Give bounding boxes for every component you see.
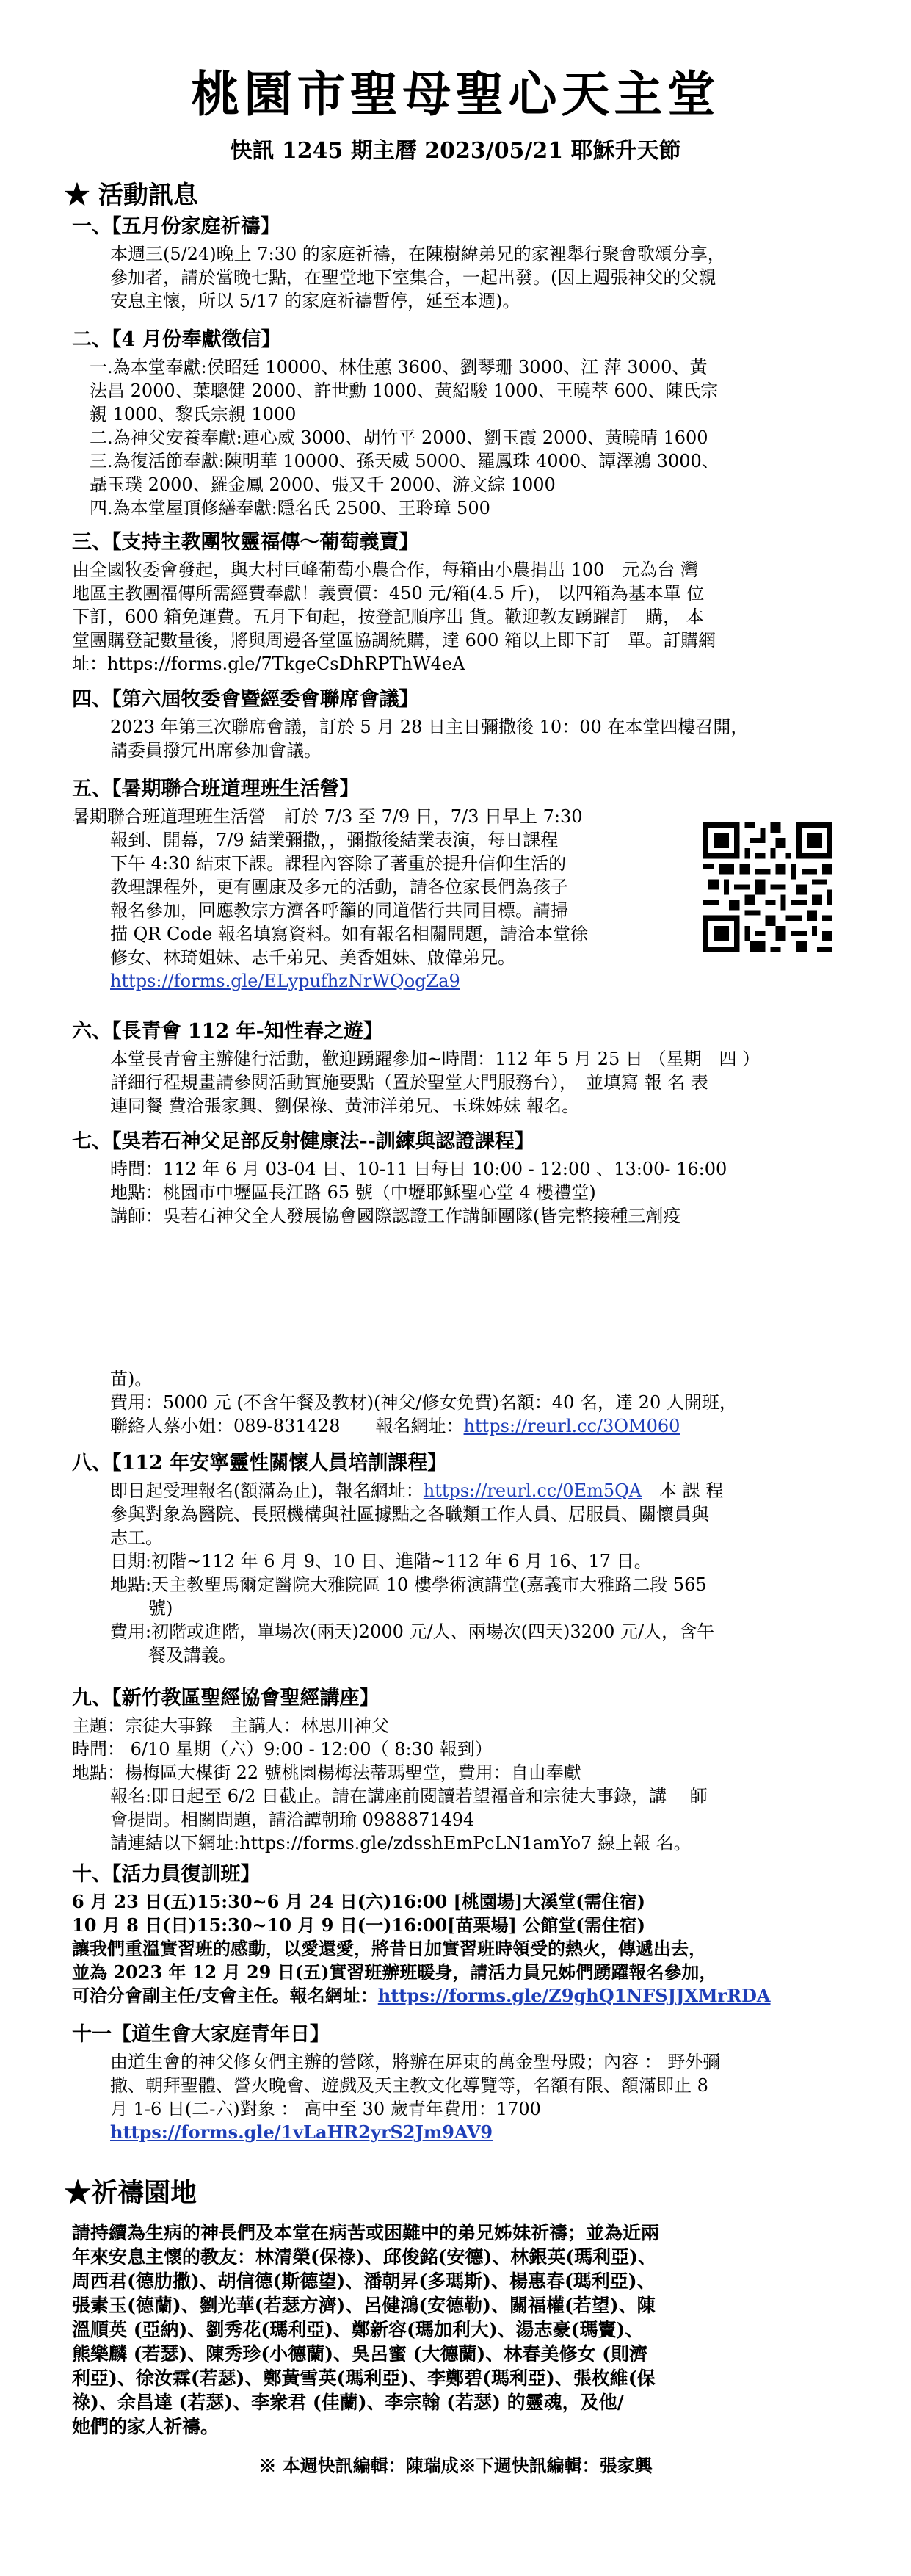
text-line: 連同餐 費洽張家興、劉保祿、黃沛洋弟兄、玉珠姊妹 報名。 [110, 1096, 580, 1116]
summer-camp-form-link[interactable]: https://forms.gle/ELypufhzNrWQogZa9 [110, 971, 460, 991]
text-line: 周西君(德肋撒)、胡信德(斯德望)、潘朝昇(多瑪斯)、楊惠春(瑪利亞)、 [72, 2271, 656, 2292]
text-line: 請持續為生病的神長們及本堂在病苦或困難中的弟兄姊妹祈禱；並為近兩 [72, 2222, 660, 2243]
text-line: 報名參加，回應教宗方濟各呼籲的同道偕行共同目標。請掃 [110, 900, 568, 921]
section-prayer-corner [72, 2221, 850, 2439]
section-title: 三、【支持主教團牧靈福傳～葡萄義賣】 [72, 531, 419, 554]
text-line: 本堂長青會主辦健行活動，歡迎踴躍參加~時間：112 年 5 月 25 日 （星期 四 ） [110, 1049, 761, 1069]
section-bible-lecture [72, 1686, 850, 1855]
section-vitality-retraining [72, 1862, 850, 2008]
text-line: 讓我們重溫實習班的感動，以愛還愛，將昔日加實習班時領受的熱火，傳遞出去， [72, 1938, 706, 1959]
section-foot-reflexology-cont [72, 1367, 850, 1438]
section-family-prayer [72, 214, 850, 313]
text-line: 溫順英 (亞納)、劉秀花(瑪利亞)、鄭新容(瑪加利大)、湯志豪(瑪竇)、 [72, 2319, 644, 2340]
text-line: 請委員撥冗出席參加會議。 [110, 740, 322, 761]
text-line: 2023 年第三次聯席會議，訂於 5 月 28 日主日彌撒後 10：00 在本堂四樓召開， [110, 717, 749, 737]
section-youth-day [72, 2022, 850, 2144]
text-line: 並為 2023 年 12 月 29 日(五)實習班辦班暖身，請活力員兄姊們踴躍報名參加， [72, 1961, 717, 1983]
text-line: 本 課 程 [642, 1480, 724, 1501]
text-line: 由全國牧委會發起，與大村巨峰葡萄小農合作，每箱由小農捐出 100 元為台 灣 [72, 560, 699, 580]
text-line: 10 月 8 日(日)15:30~10 月 9 日(一)16:00[苗栗場] 公館堂(需住宿) [72, 1914, 645, 1936]
section-donations [72, 328, 850, 520]
text-line: 地點：楊梅區大楳街 22 號桃園楊梅法蒂瑪聖堂，費用：自由奉獻 [72, 1762, 581, 1783]
text-line: 下午 4:30 結束下課。課程內容除了著重於提升信仰生活的 [110, 853, 567, 874]
text-line: 聶玉璞 2000、羅金鳳 2000、張又千 2000、游文綜 1000 [90, 474, 556, 495]
text-line: 志工。 [110, 1527, 163, 1548]
section-hospice-training [72, 1451, 850, 1667]
text-line: 報到、開幕，7/9 結業彌撒，，彌撒後結業表演，每日課程 [110, 830, 559, 850]
section-title: 八、【112 年安寧靈性關懷人員培訓課程】 [72, 1452, 448, 1475]
text-line: 日期:初階~112 年 6 月 9、10 日、進階~112 年 6 月 16、17 日。 [110, 1551, 652, 1571]
text-line: 法昌 2000、葉聰健 2000、許世勳 1000、黃紹駿 1000、王曉萃 600、陳氏宗 [90, 380, 719, 401]
page-title: 桃園市聖母聖心天主堂 [191, 65, 720, 123]
text-line: 時間：112 年 6 月 03-04 日、10-11 日每日 10:00 - 12:00 、13:00- 16:00 [110, 1159, 727, 1179]
issue-subtitle: 快訊 1245 期主曆 2023/05/21 耶穌升天節 [230, 138, 681, 164]
text-line: 費用:初階或進階，單場次(兩天)2000 元/人、兩場次(四天)3200 元/人，含午 [110, 1621, 715, 1642]
text-line: 苗)。 [110, 1369, 153, 1389]
text-line: 參與對象為醫院、長照機構與社區據點之各職類工作人員、居服員、關懷員與 [110, 1504, 709, 1524]
text-line: 由道生會的神父修女們主辦的營隊，將辦在屏東的萬金聖母殿；內容 ： 野外彌 [110, 2052, 721, 2072]
prayer-corner-heading: ★祈禱園地 [65, 2177, 197, 2208]
text-line: 本週三(5/24)晚上 7:30 的家庭祈禱，在陳樹緯弟兄的家裡舉行聚會歌頌分享， [110, 244, 725, 264]
text-line: 地點:天主教聖馬爾定醫院大雅院區 10 樓學術演講堂(嘉義市大雅路二段 565 [110, 1574, 707, 1595]
text-line: 安息主懷，所以 5/17 的家庭祈禱暫停，延至本週)。 [110, 291, 520, 311]
text-line: 講師：吳若石神父全人發展協會國際認證工作講師團隊(皆完整接種三劑疫 [110, 1206, 681, 1226]
text-line: 即日起受理報名(額滿為止)，報名網址： [110, 1480, 424, 1501]
section-summer-camp [72, 777, 689, 993]
text-line: 堂團購登記數量後，將與周邊各堂區協調統購，達 600 箱以上即下訂 單。訂購網 [72, 630, 716, 651]
text-line: 祿)、余昌達 (若瑟)、李衆君 (佳蘭)、李宗翰 (若瑟) 的靈魂，及他/ [72, 2392, 624, 2413]
text-line: 詳細行程規畫請參閱活動實施要點（置於聖堂大門服務台）， 並填寫 報 名 表 [110, 1072, 708, 1093]
text-line: 可洽分會副主任/支會主任。報名網址： [72, 1985, 378, 2006]
text-line: 號) [148, 1598, 173, 1618]
text-line: 會提問。相關問題，請洽譚朝瑜 0988871494 [110, 1809, 475, 1830]
text-line: 修女、林琦姐妹、志千弟兄、美香姐妹、啟偉弟兄。 [110, 947, 515, 968]
section-title: 九、【新竹教區聖經協會聖經講座】 [72, 1687, 380, 1710]
text-line: 6 月 23 日(五)15:30~6 月 24 日(六)16:00 [桃園場]大溪堂(需住宿) [72, 1891, 645, 1912]
section-grape-sale [72, 530, 850, 676]
section-foot-reflexology [72, 1129, 850, 1228]
youth-day-form-link[interactable]: https://forms.gle/1vLaHR2yrS2Jm9AV9 [110, 2121, 493, 2143]
section-title: 二、【4 月份奉獻徵信】 [72, 328, 281, 351]
vitality-signup-link[interactable]: https://forms.gle/Z9ghQ1NFSJJXMrRDA [377, 1985, 771, 2006]
text-line: 描 QR Code 報名填寫資料。如有報名相關問題，請洽本堂徐 [110, 924, 589, 944]
text-line: 親 1000、黎氏宗親 1000 [90, 404, 297, 424]
section-title: 七、【吳若石神父足部反射健康法--訓練與認證課程】 [72, 1130, 534, 1153]
text-line: 年來安息主懷的教友：林清榮(保祿)、邱俊銘(安德)、林銀英(瑪利亞)、 [72, 2246, 656, 2268]
text-line: 利亞)、徐汝霖(若瑟)、鄭黃雪英(瑪利亞)、李鄭碧(瑪利亞)、張枚維(保 [72, 2367, 656, 2389]
section-title: 四、【第六屆牧委會暨經委會聯席會議】 [72, 688, 419, 711]
text-line: 二.為神父安養奉獻:連心威 3000、胡竹平 2000、劉玉霞 2000、黃曉晴 1600 [90, 427, 708, 448]
section-joint-meeting [72, 687, 850, 762]
text-line: 聯絡人蔡小姐：089-831428 報名網址： [110, 1416, 464, 1436]
text-line: 址：https://forms.gle/7TkgeCsDhRPThW4eA [72, 654, 465, 674]
reflexology-signup-link[interactable]: https://reurl.cc/3OM060 [463, 1416, 680, 1436]
hospice-signup-link[interactable]: https://reurl.cc/0Em5QA [423, 1480, 642, 1501]
text-line: 餐及講義。 [148, 1645, 236, 1665]
section-title: 六、【長青會 112 年-知性春之遊】 [72, 1020, 383, 1043]
section-title: 十一【道生會大家庭青年日】 [72, 2023, 330, 2046]
activity-news-heading: ★ 活動訊息 [65, 181, 198, 210]
text-line: 撒、朝拜聖體、營火晚會、遊戲及天主教文化導覽等，名額有限、額滿即止 8 [110, 2075, 708, 2096]
text-line: 請連結以下網址:https://forms.gle/zdsshEmPcLN1amYo7 線上報 名。 [110, 1833, 692, 1853]
text-line: 月 1-6 日(二-六)對象 ： 高中至 30 歲青年費用：1700 [110, 2099, 541, 2119]
text-line: 下訂，600 箱免運費。五月下旬起，按登記順序出 貨。歡迎教友踴躍訂 購， 本 [72, 607, 704, 627]
section-title: 五、【暑期聯合班道理班生活營】 [72, 778, 360, 800]
text-line: 費用：5000 元 (不含午餐及教材)(神父/修女免費)名額：40 名，達 20 人開班， [110, 1392, 737, 1413]
editor-footer: ※ 本週快訊編輯：陳瑞成※下週快訊編輯：張家興 [258, 2455, 653, 2476]
text-line: 熊樂麟 (若瑟)、陳秀珍(小德蘭)、吳呂蜜 (大德蘭)、林春美修女 (則濟 [72, 2343, 647, 2365]
text-line: 她們的家人祈禱。 [72, 2416, 219, 2437]
text-line: 參加者，請於當晚七點，在聖堂地下室集合，一起出發。(因上週張神父的父親 [110, 267, 716, 288]
text-line: 主題：宗徒大事錄 主講人：林思川神父 [72, 1715, 389, 1736]
qr-code-icon [703, 822, 832, 952]
text-line: 報名:即日起至 6/2 日截止。請在講座前閱讀若望福音和宗徒大事錄，講 師 [110, 1786, 708, 1806]
text-line: 地點：桃園市中壢區長江路 65 號（中壢耶穌聖心堂 4 樓禮堂) [110, 1182, 596, 1203]
text-line: 三.為復活節奉獻:陳明華 10000、孫天威 5000、羅鳳珠 4000、譚澤鴻 3000、 [90, 451, 719, 471]
section-title: 一、【五月份家庭祈禱】 [72, 215, 280, 238]
text-line: 張素玉(德蘭)、劉光華(若瑟方濟)、呂健鴻(安德勒)、關福權(若望)、陳 [72, 2295, 656, 2316]
section-title: 十、【活力員復訓班】 [72, 1863, 261, 1886]
text-line: 地區主教團福傳所需經費奉獻！義賣價：450 元/箱(4.5 斤)， 以四箱為基本單 位 [72, 583, 705, 604]
text-line: 教理課程外，更有團康及多元的活動，請各位家長們為孩子 [110, 877, 568, 897]
text-line: 四.為本堂屋頂修繕奉獻:隱名氏 2500、王聆璋 500 [90, 498, 490, 518]
text-line: 時間： 6/10 星期（六）9:00 - 12:00（ 8:30 報到） [72, 1739, 493, 1759]
text-line: 暑期聯合班道理班生活營 訂於 7/3 至 7/9 日，7/3 日早上 7:30 [72, 806, 583, 827]
section-senior-outing [72, 1019, 850, 1118]
text-line: 一.為本堂奉獻:侯昭廷 10000、林佳蕙 3600、劉琴珊 3000、江 萍 3000、黃 [90, 357, 708, 377]
